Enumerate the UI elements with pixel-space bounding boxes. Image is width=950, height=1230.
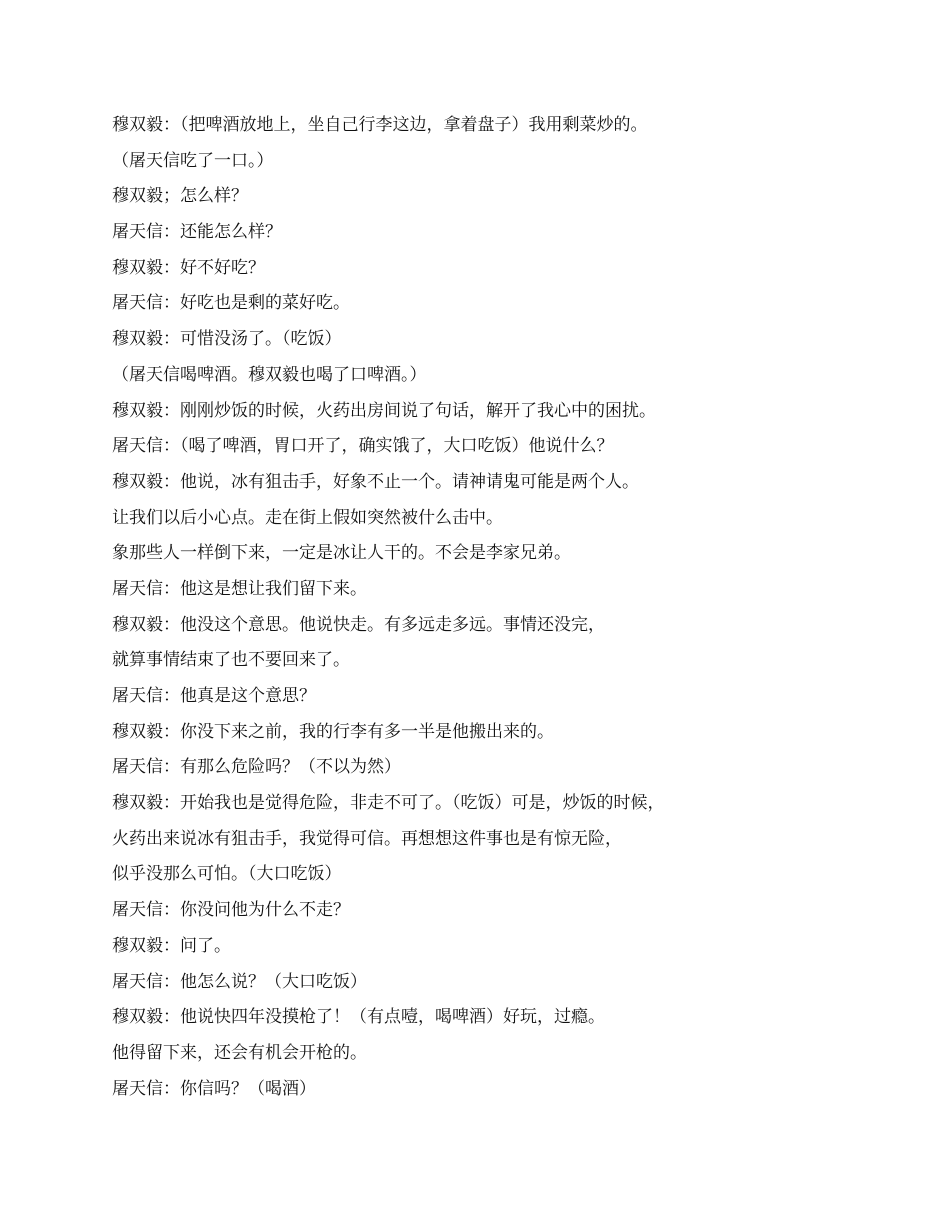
stage-direction-line: （屠天信喝啤酒。穆双毅也喝了口啤酒。）	[112, 364, 427, 385]
dialogue-line: 穆双毅：他没这个意思。他说快走。有多远走多远。事情还没完，	[112, 614, 605, 635]
script-dialogue	[112, 108, 892, 1107]
dialogue-line: 屠天信：你没问他为什么不走？	[112, 900, 350, 921]
dialogue-line: 穆双毅：他说，冰有狙击手，好象不止一个。请神请鬼可能是两个人。	[112, 471, 639, 492]
dialogue-continuation-line: 火药出来说冰有狙击手，我觉得可信。再想想这件事也是有惊无险，	[112, 828, 622, 849]
dialogue-line: 穆双毅：好不好吃？	[112, 257, 265, 278]
dialogue-continuation-line: 让我们以后小心点。走在街上假如突然被什么击中。	[112, 507, 503, 528]
dialogue-continuation-line: 就算事情结束了也不要回来了。	[112, 650, 350, 671]
dialogue-continuation-line: 象那些人一样倒下来，一定是冰让人干的。不会是李家兄弟。	[112, 543, 571, 564]
dialogue-line: 屠天信：他真是这个意思？	[112, 686, 316, 706]
dialogue-line: 屠天信：你信吗？（喝酒）	[112, 1078, 316, 1099]
dialogue-line: 穆双毅：刚刚炒饭的时候，火药出房间说了句话，解开了我心中的困扰。	[112, 400, 656, 421]
dialogue-line: 穆双毅；怎么样？	[112, 186, 248, 207]
dialogue-line: 穆双毅：可惜没汤了。（吃饭）	[112, 329, 342, 350]
dialogue-line: 屠天信：他这是想让我们留下来。	[112, 578, 367, 599]
dialogue-line: 屠天信：还能怎么样？	[112, 222, 282, 243]
dialogue-line: 屠天信：（喝了啤酒，胃口开了，确实饿了，大口吃饭）他说什么？	[112, 436, 614, 457]
dialogue-line: 穆双毅：问了。	[112, 935, 231, 956]
dialogue-line: 穆双毅：他说快四年没摸枪了！（有点噎，喝啤酒）好玩，过瘾。	[112, 1007, 605, 1028]
dialogue-line: 屠天信：有那么危险吗？（不以为然）	[112, 757, 401, 778]
dialogue-line: 屠天信：好吃也是剩的菜好吃。	[112, 293, 350, 314]
dialogue-continuation-line: 他得留下来，还会有机会开枪的。	[112, 1042, 367, 1063]
dialogue-line: 穆双毅：你没下来之前，我的行李有多一半是他搬出来的。	[112, 721, 554, 742]
dialogue-continuation-line: 似乎没那么可怕。（大口吃饭）	[112, 864, 342, 885]
stage-direction-line: （屠天信吃了一口。）	[112, 150, 274, 171]
dialogue-line: 穆双毅：开始我也是觉得危险，非走不可了。（吃饭）可是，炒饭的时候，	[112, 793, 665, 814]
dialogue-line: 屠天信：他怎么说？（大口吃饭）	[112, 971, 367, 992]
dialogue-line: 穆双毅：（把啤酒放地上，坐自己行李这边，拿着盘子）我用剩菜炒的。	[112, 115, 648, 135]
